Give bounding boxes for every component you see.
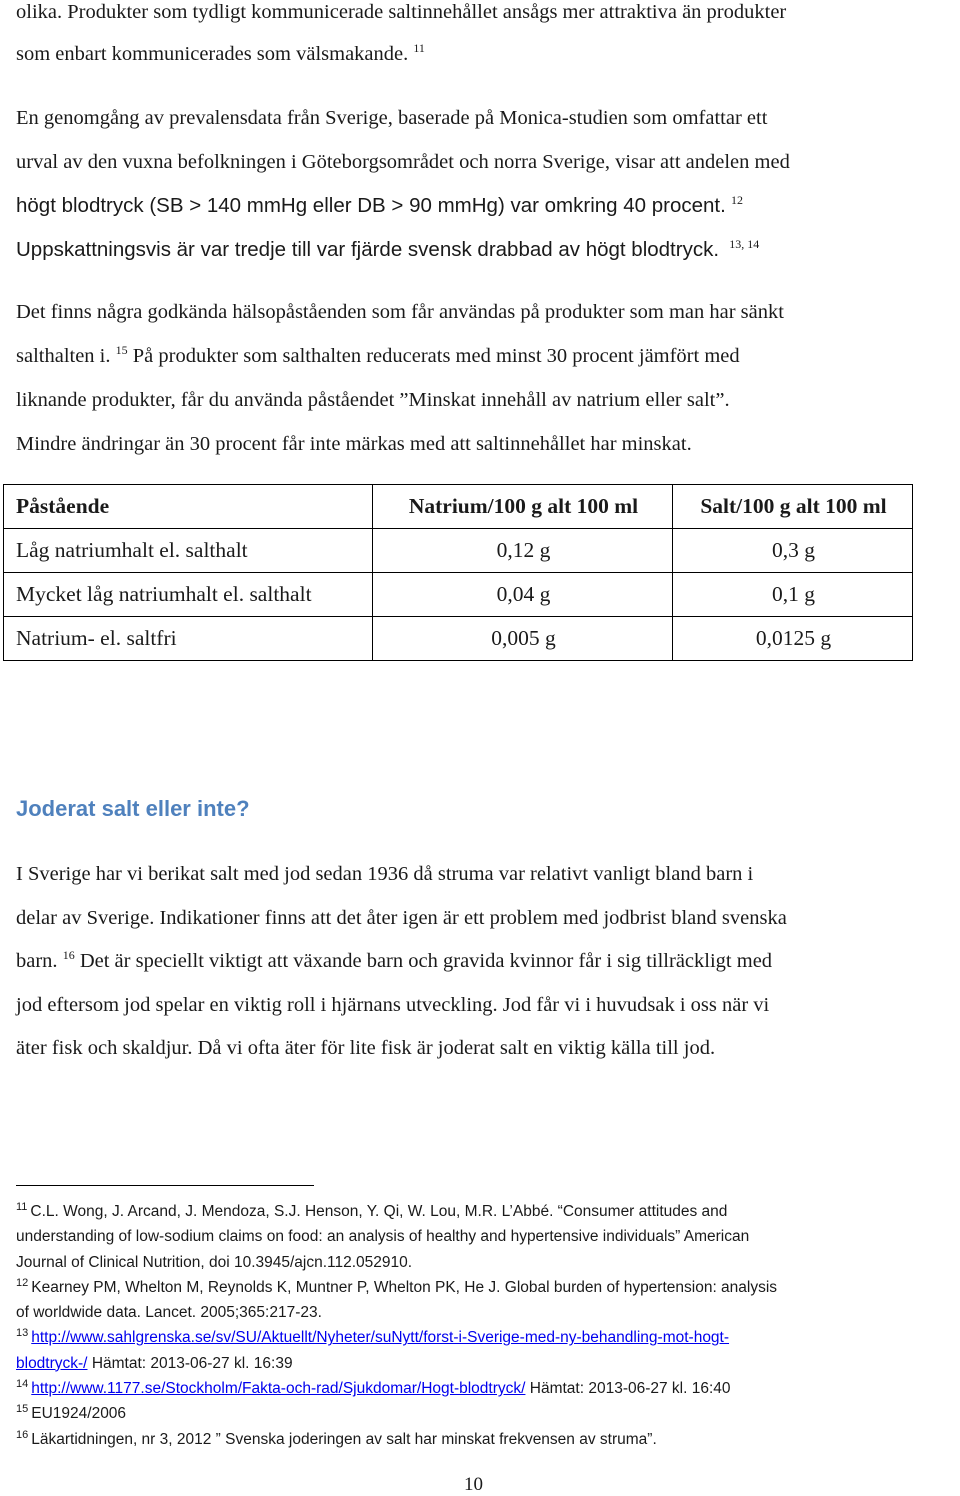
text-line: jod eftersom jod spelar en viktig roll i hjärnans utveckling. Jod får vi i huvudsak i oss när vi	[16, 993, 770, 1016]
table-header-cell: Natrium/100 g alt 100 ml	[373, 485, 673, 529]
footnote-number: 13	[16, 1327, 29, 1340]
footnote-13	[16, 1325, 777, 1350]
table-cell: Låg natriumhalt el. salthalt	[4, 529, 373, 573]
footnote-text	[16, 1351, 777, 1376]
table-row	[4, 573, 913, 617]
footnote-ref-16: 16	[62, 948, 75, 963]
paragraph-prevalence	[16, 96, 790, 272]
table-cell: Natrium- el. saltfri	[4, 617, 373, 661]
table-header-cell: Salt/100 g alt 100 ml	[673, 485, 913, 529]
text-line: liknande produkter, får du använda påståendet ”Minskat innehåll av natrium eller salt”.	[16, 389, 730, 411]
footnote-ref-13-14: 13, 14	[729, 237, 760, 252]
footnote-text: C.L. Wong, J. Arcand, J. Mendoza, S.J. Henson, Y. Qi, W. Lou, M.R. L’Abbé. “Consumer attitudes and	[30, 1203, 728, 1220]
footnote-ref-15: 15	[115, 343, 128, 358]
page-number: 10	[464, 1474, 483, 1495]
table-row	[4, 529, 913, 573]
table-header-row	[4, 485, 913, 529]
table-row	[4, 617, 913, 661]
footnote-ref-12: 12	[730, 193, 743, 208]
sahlgrenska-link-continued[interactable]: blodtryck-/	[16, 1354, 88, 1372]
text-segment: På produkter som salthalten reducerats med minst 30 procent jämfört med	[132, 345, 740, 367]
footnote-separator	[16, 1185, 314, 1186]
footnote-text: Läkartidningen, nr 3, 2012 ” Svenska joderingen av salt har minskat frekvensen av struma”.	[31, 1430, 657, 1448]
table-cell: 0,3 g	[673, 529, 913, 573]
text-segment: som enbart kommunicerades som välsmakande.	[16, 43, 409, 65]
footnote-16	[16, 1427, 777, 1452]
table-cell: 0,005 g	[373, 617, 673, 661]
text-line: En genomgång av prevalensdata från Sverige, baserade på Monica-studien som omfattar ett	[16, 107, 768, 129]
footnotes	[16, 1199, 777, 1452]
paragraph-consumer-attitudes	[16, 0, 786, 75]
text-line: Det finns några godkända hälsopåståenden som får användas på produkter som man har sänkt	[16, 301, 784, 323]
claims-table	[3, 484, 913, 661]
1177-link[interactable]: http://www.1177.se/Stockholm/Fakta-och-rad/Sjukdomar/Hogt-blodtryck/	[31, 1380, 526, 1398]
text-line	[16, 33, 786, 75]
accessed-date: Hämtat: 2013-06-27 kl. 16:40	[529, 1380, 731, 1398]
footnote-11	[16, 1199, 777, 1224]
table-cell: 0,04 g	[373, 573, 673, 617]
footnote-number: 15	[16, 1403, 29, 1416]
paragraph-iodine	[16, 853, 787, 1071]
text-line: Mindre ändringar än 30 procent får inte märkas med att saltinnehållet har minskat.	[16, 433, 692, 455]
footnote-12	[16, 1275, 777, 1300]
footnote-number: 14	[16, 1377, 29, 1390]
text-segment: barn.	[16, 950, 58, 972]
text-segment: Uppskattningsvis är var tredje till var fjärde svensk drabbad av högt blodtryck.	[16, 238, 720, 261]
table-cell: 0,1 g	[673, 573, 913, 617]
footnote-text: Journal of Clinical Nutrition, doi 10.3945/ajcn.112.052910.	[16, 1253, 413, 1271]
text-line	[16, 334, 784, 378]
footnote-number: 12	[16, 1276, 29, 1289]
table-cell: Mycket låg natriumhalt el. salthalt	[4, 573, 373, 617]
text-line	[16, 940, 787, 984]
footnote-text: understanding of low-sodium claims on food: an analysis of healthy and hypertensive individuals” American	[16, 1228, 750, 1246]
text-segment: högt blodtryck (SB > 140 mmHg eller DB > 90 mmHg) var omkring 40 procent.	[16, 194, 726, 217]
footnote-14	[16, 1376, 777, 1401]
footnote-text: EU1924/2006	[31, 1405, 127, 1423]
paragraph-health-claims	[16, 290, 784, 466]
text-line	[16, 228, 790, 272]
accessed-date: Hämtat: 2013-06-27 kl. 16:39	[91, 1354, 293, 1372]
text-line	[16, 184, 790, 228]
section-heading: Joderat salt eller inte?	[16, 796, 250, 821]
footnote-ref-11: 11	[413, 41, 425, 56]
footnote-15	[16, 1401, 777, 1426]
table-cell: 0,0125 g	[673, 617, 913, 661]
footnote-number: 11	[16, 1200, 28, 1213]
text-line: urval av den vuxna befolkningen i Göteborgsområdet och norra Sverige, visar att andelen med	[16, 151, 790, 173]
footnote-number: 16	[16, 1428, 29, 1441]
table-header-cell: Påstående	[4, 485, 373, 529]
text-line: delar av Sverige. Indikationer finns att det åter igen är ett problem med jodbrist bland svenska	[16, 906, 787, 929]
footnote-text: Kearney PM, Whelton M, Reynolds K, Muntner P, Whelton PK, He J. Global burden of hypertension: analysis	[31, 1278, 778, 1296]
text-segment: salthalten i.	[16, 345, 111, 367]
text-line: I Sverige har vi berikat salt med jod sedan 1936 då struma var relativt vanligt bland barn i	[16, 863, 754, 885]
text-line: olika. Produkter som tydligt kommunicerade saltinnehållet ansågs mer attraktiva än produkter	[16, 1, 787, 23]
text-segment: Det är speciellt viktigt att växande barn och gravida kvinnor får i sig tillräckligt med	[79, 950, 773, 972]
table-cell: 0,12 g	[373, 529, 673, 573]
text-line: äter fisk och skaldjur. Då vi ofta äter för lite fisk är joderat salt en viktig källa till jod.	[16, 1037, 716, 1059]
footnote-text: of worldwide data. Lancet. 2005;365:217-23.	[16, 1304, 322, 1322]
sahlgrenska-link[interactable]: http://www.sahlgrenska.se/sv/SU/Aktuellt/Nyheter/suNytt/forst-i-Sverige-med-ny-behandling-mot-hogt-	[31, 1329, 730, 1347]
